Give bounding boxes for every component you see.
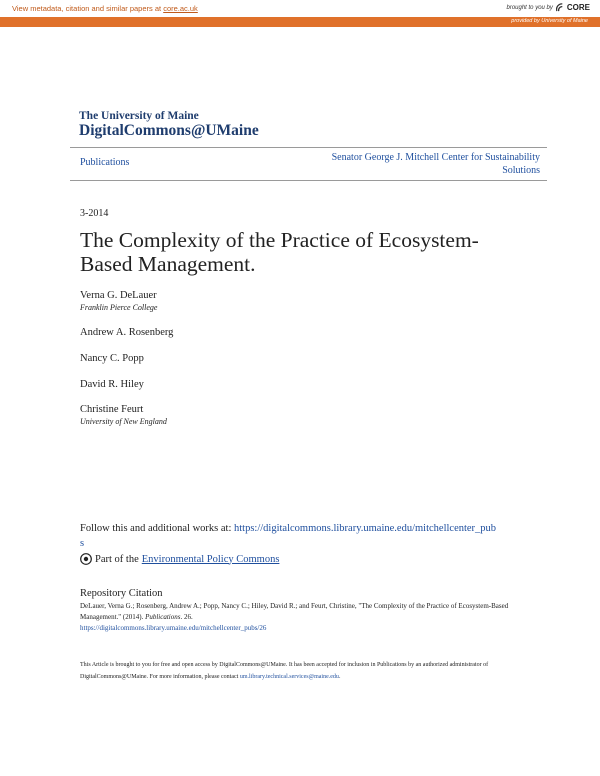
mitchell-center-link[interactable]: Senator George J. Mitchell Center for Sustainability Solutions xyxy=(331,152,540,176)
contact-email-link[interactable]: um.library.technical.services@maine.edu xyxy=(239,674,339,680)
citation-url-link[interactable]: https://digitalcommons.library.umaine.edu/mitchellcenter_pubs/26 xyxy=(80,624,267,632)
brought-by-text: brought to you by xyxy=(506,4,553,11)
author-item xyxy=(80,403,280,427)
author-item xyxy=(80,378,280,391)
citation-body xyxy=(80,601,530,634)
citation-series: Publications xyxy=(145,613,181,621)
network-icon xyxy=(80,553,92,565)
environmental-policy-commons-link[interactable]: Environmental Policy Commons xyxy=(141,553,280,565)
author-name: Verna G. DeLauer xyxy=(80,290,157,301)
core-banner xyxy=(0,0,600,17)
divider-bottom xyxy=(70,180,547,181)
core-attribution xyxy=(507,3,591,12)
citation-number: . 26. xyxy=(180,613,193,621)
part-of-line xyxy=(80,553,279,565)
article-title: The Complexity of the Practice of Ecosystem-Based Management. xyxy=(80,228,479,276)
author-item xyxy=(80,352,280,365)
author-affiliation: Franklin Pierce College xyxy=(80,303,158,312)
collection-url-link[interactable]: https://digitalcommons.library.umaine.edu/mitchellcenter_pubs xyxy=(80,523,497,549)
publications-link[interactable]: Publications xyxy=(80,157,130,168)
provided-by-text: provided by University of Maine xyxy=(511,18,588,24)
follow-works xyxy=(80,521,500,551)
repository-name[interactable]: DigitalCommons@UMaine xyxy=(79,122,259,139)
citation-heading: Repository Citation xyxy=(80,588,163,599)
author-affiliation: University of New England xyxy=(80,417,167,426)
author-name: Nancy C. Popp xyxy=(80,353,144,364)
university-name[interactable]: The University of Maine xyxy=(79,110,199,122)
author-name: Andrew A. Rosenberg xyxy=(80,327,174,338)
part-of-prefix: Part of the xyxy=(95,553,139,565)
author-name: David R. Hiley xyxy=(80,379,144,390)
author-name: Christine Feurt xyxy=(80,404,144,415)
follow-prefix: Follow this and additional works at: xyxy=(80,523,234,534)
core-logo-icon xyxy=(556,3,565,12)
core-metadata-link[interactable]: View metadata, citation and similar papers at core.ac.uk xyxy=(12,4,198,13)
provider-bar xyxy=(0,17,600,27)
core-logo[interactable]: CORE xyxy=(556,3,590,12)
notice-text: This Article is brought to you for free and open access by DigitalCommons@UMaine. It has been accepted for inclusion in Publications by an authorized administrator of DigitalCommons@UMaine. For more information, please contact xyxy=(80,662,489,680)
divider-top xyxy=(70,147,547,148)
author-item xyxy=(80,289,280,313)
access-notice: This Article is brought to you for free and open access by DigitalCommons@UMaine. It has been accepted for inclusion in Publications by an authorized administrator of DigitalCommons@UMaine. For more information, please contact um.library.technical.services@maine.edu. xyxy=(80,662,489,680)
citation-text: DeLauer, Verna G.; Rosenberg, Andrew A.; Popp, Nancy C.; Hiley, David R.; and Feurt, Christine, "The Complexity of the Practice of Ecosystem-Based Management." (2014). xyxy=(80,602,509,621)
author-item xyxy=(80,326,280,339)
publication-date: 3-2014 xyxy=(80,208,109,219)
